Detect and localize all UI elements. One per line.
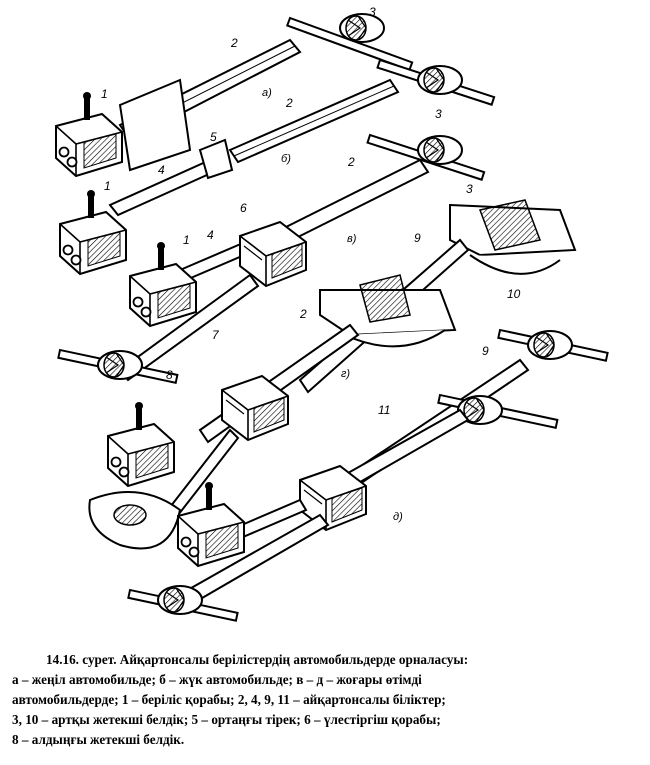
part-label: 9 <box>482 344 489 358</box>
subfig-label-b: б) <box>281 153 291 165</box>
part-label: 4 <box>158 163 165 177</box>
part-label: 1 <box>104 179 111 193</box>
part-label: 2 <box>286 96 293 110</box>
subfig-label-v: в) <box>347 233 357 245</box>
part-label: 11 <box>378 403 391 417</box>
caption-line: 8 – алдыңғы жетекші белдік. <box>12 732 185 747</box>
part-label: 6 <box>240 201 247 215</box>
subfig-label-a: а) <box>262 87 272 99</box>
caption-line: 3, 10 – артқы жетекші белдік; 5 – ортаңғы тірек; 6 – үлестіргіш қорабы; <box>12 712 441 727</box>
part-label: 2 <box>231 36 238 50</box>
part-label: 8 <box>166 368 173 382</box>
part-label: 5 <box>210 130 217 144</box>
part-label: 2 <box>300 307 307 321</box>
subfig-label-g: г) <box>341 368 351 380</box>
part-label: 4 <box>207 228 214 242</box>
caption-line: 14.16. сурет. Айқартонсалы берілістердің автомобильдерде орналасуы: <box>46 652 469 667</box>
part-label: 2 <box>348 155 355 169</box>
part-label: 1 <box>101 87 108 101</box>
figure-caption <box>12 650 640 750</box>
part-label: 3 <box>466 182 473 196</box>
part-label: 10 <box>507 287 521 301</box>
part-label: 3 <box>369 5 376 19</box>
part-label: 3 <box>435 107 442 121</box>
subfig-label-d: д) <box>393 511 403 523</box>
part-label: 1 <box>183 233 190 247</box>
part-label: 9 <box>414 231 421 245</box>
caption-line: а – жеңіл автомобильде; б – жүк автомобильде; в – д – жоғары өтімді <box>12 672 422 687</box>
caption-line: автомобильдерде; 1 – беріліс қорабы; 2, 4, 9, 11 – айқартонсалы біліктер; <box>12 692 446 707</box>
part-label: 7 <box>212 328 219 342</box>
